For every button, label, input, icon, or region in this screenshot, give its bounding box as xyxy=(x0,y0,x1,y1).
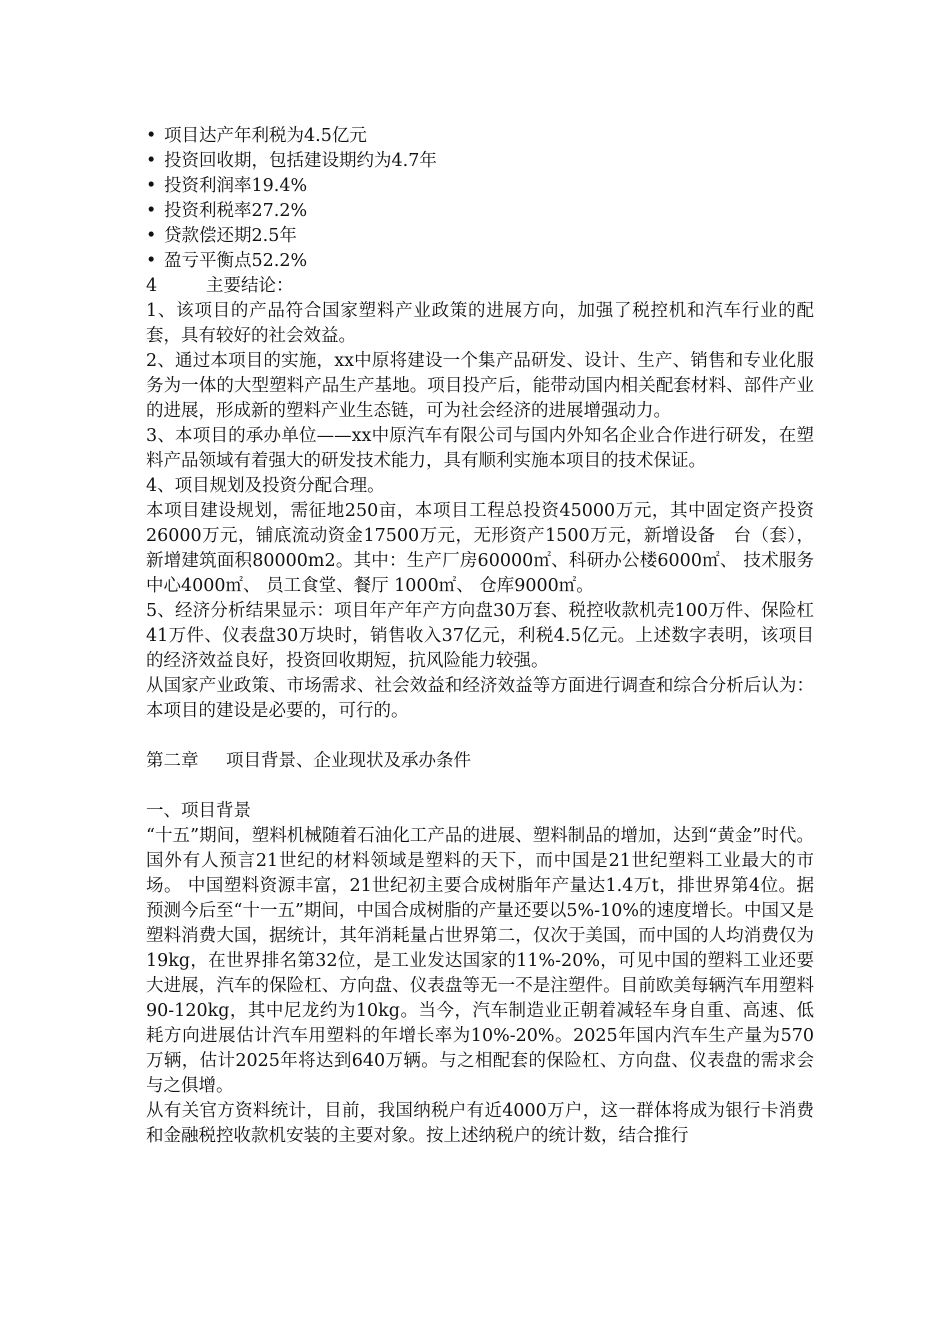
bullet-marker: • xyxy=(146,251,157,271)
section-title: 主要结论： xyxy=(206,276,294,296)
list-item xyxy=(146,224,814,249)
list-item-text: 盈亏平衡点52.2% xyxy=(164,251,308,271)
list-item-text: 投资利税率27.2% xyxy=(164,201,308,221)
conclusion-paragraph: 本项目建设规划，需征地250亩，本项目工程总投资45000万元，其中固定资产投资26000万元，铺底流动资金17500万元，无形资产1500万元，新增设备 台（套），新增建筑面积80000m2。其中：生产厂房60000㎡、科研办公楼6000㎡、 技术服务中心4000㎡、 员工食堂、餐厅 1000㎡、 仓库9000㎡。 xyxy=(146,501,814,596)
body-paragraph: 从有关官方资料统计，目前，我国纳税户有近4000万户，这一群体将成为银行卡消费和金融税控收款机安装的主要对象。按上述纳税户的统计数，结合推行 xyxy=(146,1101,814,1146)
chapter-number: 第二章 xyxy=(146,751,199,771)
bullet-marker: • xyxy=(146,151,157,171)
conclusion-paragraph: 1、该项目的产品符合国家塑料产业政策的进展方向，加强了税控机和汽车行业的配套，具有较好的社会效益。 xyxy=(146,301,814,346)
bullet-marker: • xyxy=(146,176,157,196)
section-number: 4 xyxy=(146,276,158,296)
bullet-marker: • xyxy=(146,201,157,221)
list-item xyxy=(146,249,814,274)
list-item xyxy=(146,149,814,174)
bullet-marker: • xyxy=(146,226,157,246)
section-heading-conclusions xyxy=(146,274,814,299)
chapter-title: 项目背景、企业现状及承办条件 xyxy=(226,751,471,771)
document-page xyxy=(146,124,814,1149)
chapter-heading xyxy=(146,749,814,774)
indicator-list xyxy=(146,124,814,274)
list-item-text: 投资回收期，包括建设期约为4.7年 xyxy=(164,151,437,171)
bullet-marker: • xyxy=(146,126,157,146)
conclusion-paragraph: 从国家产业政策、市场需求、社会效益和经济效益等方面进行调查和综合分析后认为：本项目的建设是必要的，可行的。 xyxy=(146,676,814,721)
conclusion-paragraph: 3、本项目的承办单位——xx中原汽车有限公司与国内外知名企业合作进行研发，在塑料产品领域有着强大的研发技术能力，具有顺利实施本项目的技术保证。 xyxy=(146,426,814,471)
list-item-text: 投资利润率19.4% xyxy=(164,176,308,196)
subsection-heading: 一、项目背景 xyxy=(146,801,251,821)
blank-line xyxy=(146,774,814,799)
conclusion-paragraph: 2、通过本项目的实施，xx中原将建设一个集产品研发、设计、生产、销售和专业化服务为一体的大型塑料产品生产基地。项目投产后，能带动国内相关配套材料、部件产业的进展，形成新的塑料产业生态链，可为社会经济的进展增强动力。 xyxy=(146,351,814,421)
blank-line xyxy=(146,724,814,749)
list-item xyxy=(146,124,814,149)
body-paragraph: “十五”期间，塑料机械随着石油化工产品的进展、塑料制品的增加，达到“黄金”时代。国外有人预言21世纪的材料领域是塑料的天下，而中国是21世纪塑料工业最大的市场。 中国塑料资源丰富，21世纪初主要合成树脂年产量达1.4万t，排世界第4位。据预测今后至“十一五”期间，中国合成树脂的产量还要以5%-10%的速度增长。中国又是塑料消费大国，据统计，其年消耗量占世界第二，仅次于美国，而中国的人均消费仅为19kg，在世界排名第32位，是工业发达国家的11%-20%，可见中国的塑料工业还要大进展，汽车的保险杠、方向盘、仪表盘等无一不是注塑件。目前欧美每辆汽车用塑料90-120kg，其中尼龙约为10kg。当今，汽车制造业正朝着减轻车身自重、高速、低耗方向进展估计汽车用塑料的年增长率为10%-20%。2025年国内汽车生产量为570万辆，估计2025年将达到640万辆。与之相配套的保险杠、方向盘、仪表盘的需求会与之俱增。 xyxy=(146,826,814,1096)
list-item xyxy=(146,174,814,199)
conclusion-paragraph: 5、经济分析结果显示：项目年产年产方向盘30万套、税控收款机壳100万件、保险杠41万件、仪表盘30万块时，销售收入37亿元，利税4.5亿元。上述数字表明，该项目的经济效益良好，投资回收期短，抗风险能力较强。 xyxy=(146,601,814,671)
list-item-text: 项目达产年利税为4.5亿元 xyxy=(164,126,367,146)
conclusion-paragraph: 4、项目规划及投资分配合理。 xyxy=(146,476,385,496)
list-item xyxy=(146,199,814,224)
list-item-text: 贷款偿还期2.5年 xyxy=(164,226,297,246)
